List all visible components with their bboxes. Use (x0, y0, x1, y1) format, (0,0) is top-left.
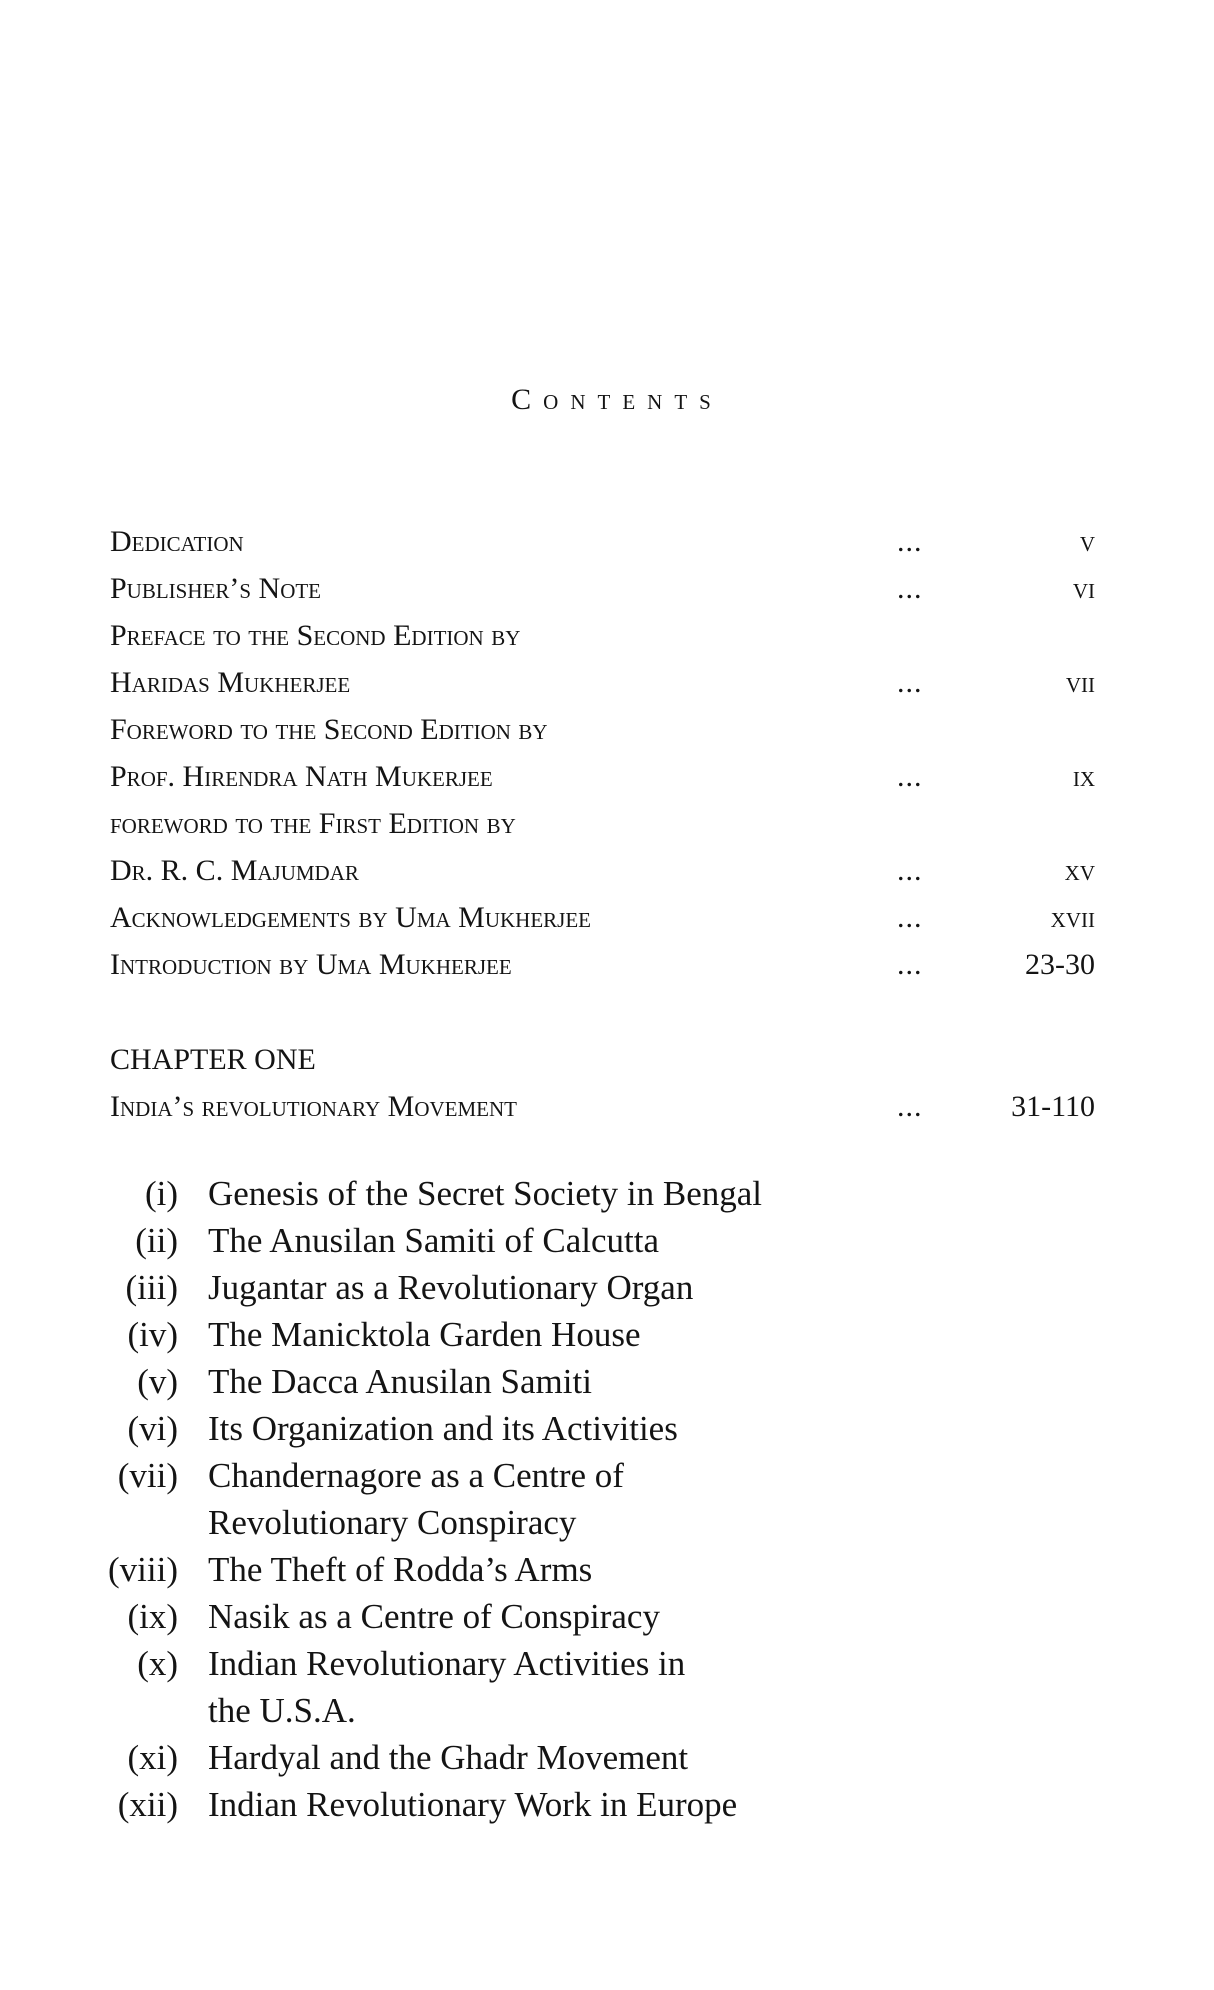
chapter-page-range: 31-110 (1011, 1090, 1095, 1123)
toc-entry-title: foreword to the First Edition by (110, 807, 516, 840)
section-number: (xi) (127, 1738, 178, 1777)
section-number: (ii) (135, 1221, 178, 1260)
section-number: (v) (137, 1362, 178, 1401)
section-number: (iii) (125, 1268, 178, 1307)
section-number: (x) (137, 1644, 178, 1683)
section-item[interactable] (0, 1264, 1214, 1311)
section-number: (iv) (127, 1315, 178, 1354)
toc-entry[interactable] (110, 518, 1095, 565)
section-title: Indian Revolutionary Work in Europe (208, 1785, 738, 1824)
chapter-label: CHAPTER ONE (110, 1043, 316, 1076)
chapter-label-row (110, 1036, 1095, 1083)
toc-page-number: ix (1072, 760, 1095, 793)
toc-entry[interactable] (110, 612, 1095, 659)
toc-entry[interactable] (110, 659, 1095, 706)
section-item[interactable] (0, 1311, 1214, 1358)
toc-entry-title: Publisher’s Note (110, 572, 322, 605)
section-item[interactable] (0, 1781, 1214, 1828)
section-item[interactable] (0, 1640, 1214, 1734)
toc-entry-title: Dr. R. C. Majumdar (110, 854, 359, 887)
toc-leader-dots: ... (897, 525, 923, 558)
toc-entry[interactable] (110, 800, 1095, 847)
section-item[interactable] (0, 1593, 1214, 1640)
toc-entry-title: Introduction by Uma Mukherjee (110, 948, 512, 981)
toc-leader-dots: ... (897, 1090, 923, 1123)
section-number: (xii) (117, 1785, 178, 1824)
section-item[interactable] (0, 1452, 1214, 1546)
toc-page-number: 23-30 (1025, 948, 1095, 981)
section-item[interactable] (0, 1734, 1214, 1781)
section-title-continuation: the U.S.A. (208, 1691, 356, 1730)
section-number: (vi) (127, 1409, 178, 1448)
toc-entry-title: Prof. Hirendra Nath Mukerjee (110, 760, 493, 793)
toc-entry[interactable] (110, 941, 1095, 988)
section-title: Its Organization and its Activities (208, 1409, 678, 1448)
section-item[interactable] (0, 1405, 1214, 1452)
chapter-title: India’s revolutionary Movement (110, 1090, 517, 1123)
section-title: Chandernagore as a Centre of (208, 1456, 624, 1495)
section-title: The Theft of Rodda’s Arms (208, 1550, 593, 1589)
section-title: The Dacca Anusilan Samiti (208, 1362, 592, 1401)
toc-entry-title: Haridas Mukherjee (110, 666, 351, 699)
toc-leader-dots: ... (897, 666, 923, 699)
section-number: (vii) (117, 1456, 178, 1495)
section-title: The Manicktola Garden House (208, 1315, 641, 1354)
section-number: (viii) (108, 1550, 178, 1589)
section-title: Nasik as a Centre of Conspiracy (208, 1597, 660, 1636)
section-item[interactable] (0, 1358, 1214, 1405)
section-title: Genesis of the Secret Society in Bengal (208, 1174, 763, 1213)
toc-leader-dots: ... (897, 854, 923, 887)
chapter-sections-list (0, 1170, 1214, 1828)
toc-page-number: xvii (1050, 901, 1095, 934)
section-title: Jugantar as a Revolutionary Organ (208, 1268, 694, 1307)
section-item[interactable] (0, 1546, 1214, 1593)
toc-entry-title: Dedication (110, 525, 244, 558)
toc-page-number: v (1079, 525, 1095, 558)
toc-entry[interactable] (110, 894, 1095, 941)
section-number: (i) (144, 1174, 178, 1213)
toc-entry[interactable] (110, 753, 1095, 800)
front-matter-list (110, 518, 1095, 1130)
section-title: The Anusilan Samiti of Calcutta (208, 1221, 660, 1260)
toc-leader-dots: ... (897, 760, 923, 793)
toc-entry[interactable] (110, 565, 1095, 612)
toc-entry-title: Foreword to the Second Edition by (110, 713, 548, 746)
toc-page-number: vi (1072, 572, 1095, 605)
toc-spacer (110, 988, 1095, 1036)
section-title: Indian Revolutionary Activities in (208, 1644, 686, 1683)
toc-leader-dots: ... (897, 572, 923, 605)
toc-leader-dots: ... (897, 901, 923, 934)
toc-entry[interactable] (110, 706, 1095, 753)
contents-heading: Contents (511, 383, 723, 416)
section-title-continuation: Revolutionary Conspiracy (208, 1503, 577, 1542)
toc-page-number: xv (1064, 854, 1095, 887)
toc-entry-title: Acknowledgements by Uma Mukherjee (110, 901, 591, 934)
toc-page-number: vii (1065, 666, 1095, 699)
section-title: Hardyal and the Ghadr Movement (208, 1738, 689, 1777)
toc-entry-title: Preface to the Second Edition by (110, 619, 521, 652)
toc-leader-dots: ... (897, 948, 923, 981)
chapter-entry[interactable] (110, 1083, 1095, 1130)
section-number: (ix) (127, 1597, 178, 1636)
section-item[interactable] (0, 1170, 1214, 1217)
toc-entry[interactable] (110, 847, 1095, 894)
section-item[interactable] (0, 1217, 1214, 1264)
